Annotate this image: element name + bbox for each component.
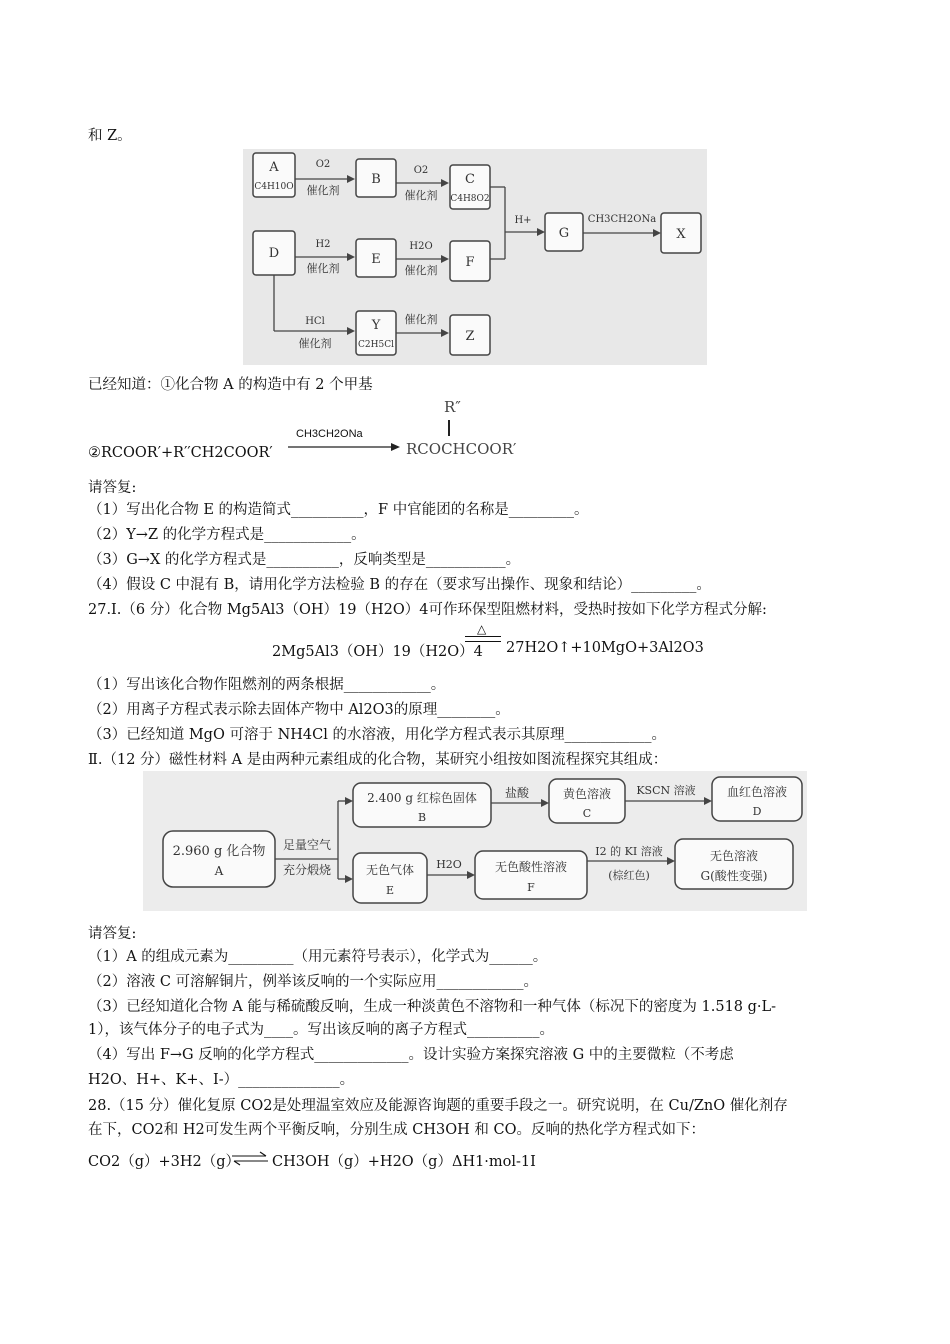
reagent-cat-6: 催化剂	[404, 313, 438, 326]
label-h2o2: H2O	[436, 858, 462, 871]
question-27-2: （2）用离子方程式表示除去固体产物中 Al2O3的原理________。	[88, 702, 510, 718]
synthesis-flowchart	[243, 149, 707, 365]
label-f2: F	[527, 881, 535, 894]
formula-C: C4H8O2	[450, 194, 490, 204]
label-e1: 无色气体	[365, 863, 415, 877]
problem-28-line-1: 28.（15 分）催化复原 CO2是处理温室效应及能源咨询题的重要手段之一。研究说明，在 Cu/ZnO 催化剂存	[88, 1098, 788, 1114]
label-A: A	[269, 160, 279, 175]
reagent-h2: H2	[315, 239, 331, 250]
label-b1: 2.400 g 红棕色固体	[367, 791, 477, 805]
question-27b-4a: （4）写出 F→G 反响的化学方程式_____________。设计实验方案探究溶液 G 中的主要微粒（不考虑	[88, 1047, 734, 1063]
reaction-arrow	[288, 442, 400, 452]
question-27b-3b: 1），该气体分子的电子式为____。写出该反响的离子方程式__________。	[88, 1022, 554, 1038]
label-e2: E	[385, 884, 395, 897]
label-F: F	[465, 255, 475, 270]
composition-flowchart	[143, 771, 807, 911]
equation-27-right: 27H2O↑+10MgO+3Al2O3	[506, 640, 704, 656]
label-c2: C	[582, 807, 592, 820]
label-c1: 黄色溶液	[562, 787, 612, 801]
label-kscn: KSCN 溶液	[636, 784, 696, 797]
label-a1: 2.960 g 化合物	[172, 844, 266, 859]
question-27b-3a: （3）已经知道化合物 A 能与稀硫酸反响，生成一种淡黄色不溶物和一种气体（标况下的密度为 1.518 g·L-	[88, 999, 777, 1015]
reaction-reactants: ②RCOOR′+R′′CH2COOR′	[88, 445, 273, 461]
reagent-cat-2: 催化剂	[404, 189, 438, 202]
reagent-h2o: H2O	[409, 241, 433, 252]
question-header-2: 请答复:	[88, 926, 137, 942]
question-27-1: （1）写出该化合物作阻燃剂的两条根据____________。	[88, 677, 446, 693]
reagent-cat-5: 催化剂	[298, 337, 332, 350]
reagent-hplus: H+	[514, 215, 532, 226]
reagent-hcl: HCl	[305, 316, 325, 327]
label-G: G	[558, 226, 570, 241]
question-27-3: （3）已经知道 MgO 可溶于 NH4Cl 的水溶液，用化学方程式表示其原理____________。	[88, 727, 666, 743]
reagent-o2-1: O2	[315, 159, 331, 170]
equation-28-right: CH3OH（g）+H2O（g）ΔH1·mol-1I	[272, 1154, 536, 1170]
equation-28-left: CO2（g）+3H2（g）	[88, 1154, 241, 1170]
question-26-1: （1）写出化合物 E 的构造简式__________，F 中官能团的名称是_________。	[88, 502, 589, 518]
known-line-1: 已经知道：①化合物 A 的构造中有 2 个甲基	[88, 377, 373, 393]
reagent-cat-1: 催化剂	[306, 184, 340, 197]
label-i2: I2 的 KI 溶液	[595, 845, 663, 858]
problem-27-part2: Ⅱ.（12 分）磁性材料 A 是由两种元素组成的化合物，某研究小组按如图流程探究其组成：	[88, 752, 668, 768]
equation-27-condition	[463, 622, 503, 652]
label-E: E	[371, 252, 381, 267]
question-26-2: （2）Y→Z 的化学方程式是____________。	[88, 527, 366, 543]
formula-Y: C2H5Cl	[358, 340, 394, 350]
reaction-reagent: CH3CH2ONa	[296, 428, 363, 440]
label-g1: 无色溶液	[709, 849, 759, 863]
label-D: D	[268, 246, 280, 261]
question-27b-2: （2）溶液 C 可溶解铜片，例举该反响的一个实际应用____________。	[88, 974, 539, 990]
reagent-ch3ch2ona: CH3CH2ONa	[587, 214, 657, 225]
formula-A: C4H10O	[254, 182, 294, 192]
label-i2b: (棕红色)	[608, 869, 650, 882]
question-27b-1: （1）A 的组成元素为_________（用元素符号表示），化学式为______。	[88, 949, 548, 965]
label-C: C	[465, 172, 475, 187]
label-d2: D	[752, 805, 762, 818]
label-b2: B	[417, 811, 427, 824]
label-air2: 充分煅烧	[282, 863, 332, 877]
reaction-product: RCOCHCOOR′	[406, 440, 517, 458]
r-double-prime: R″	[444, 398, 461, 416]
question-26-4: （4）假设 C 中混有 B，请用化学方法检验 B 的存在（要求写出操作、现象和结论）_________。	[88, 577, 711, 593]
problem-27-intro: 27.Ⅰ.（6 分）化合物 Mg5Al3（OH）19（H2O）4可作环保型阻燃材料，受热时按如下化学方程式分解:	[88, 602, 767, 618]
question-26-3: （3）G→X 的化学方程式是__________，反响类型是___________。	[88, 552, 521, 568]
label-air1: 足量空气	[282, 838, 332, 852]
problem-28-line-2: 在下，CO2和 H2可发生两个平衡反响，分别生成 CH3OH 和 CO。反响的热化学方程式如下：	[88, 1122, 705, 1138]
question-header-1: 请答复:	[88, 480, 137, 496]
box-A2	[163, 831, 275, 887]
label-hcl2: 盐酸	[504, 786, 530, 800]
reagent-cat-3: 催化剂	[306, 262, 340, 275]
reagent-cat-4: 催化剂	[404, 264, 438, 277]
bond-line	[448, 420, 450, 436]
question-27b-4b: H2O、H+、K+、I-）______________。	[88, 1072, 355, 1088]
reagent-o2-2: O2	[413, 165, 429, 176]
label-d1: 血红色溶液	[726, 785, 788, 799]
label-a2: A	[214, 864, 224, 878]
label-Y: Y	[371, 318, 381, 333]
label-g2: G(酸性变强)	[700, 869, 768, 883]
label-X: X	[676, 227, 686, 242]
known-reaction-2	[88, 398, 528, 468]
heat-symbol: △	[477, 622, 487, 636]
equation-27	[272, 640, 483, 661]
equilibrium-arrow	[230, 1150, 270, 1168]
label-B: B	[371, 172, 381, 187]
label-Z: Z	[465, 329, 475, 344]
intro-line: 和 Z。	[88, 128, 132, 144]
label-f1: 无色酸性溶液	[494, 860, 568, 874]
equation-27-left: 2Mg5Al3（OH）19（H2O）4	[272, 644, 483, 660]
